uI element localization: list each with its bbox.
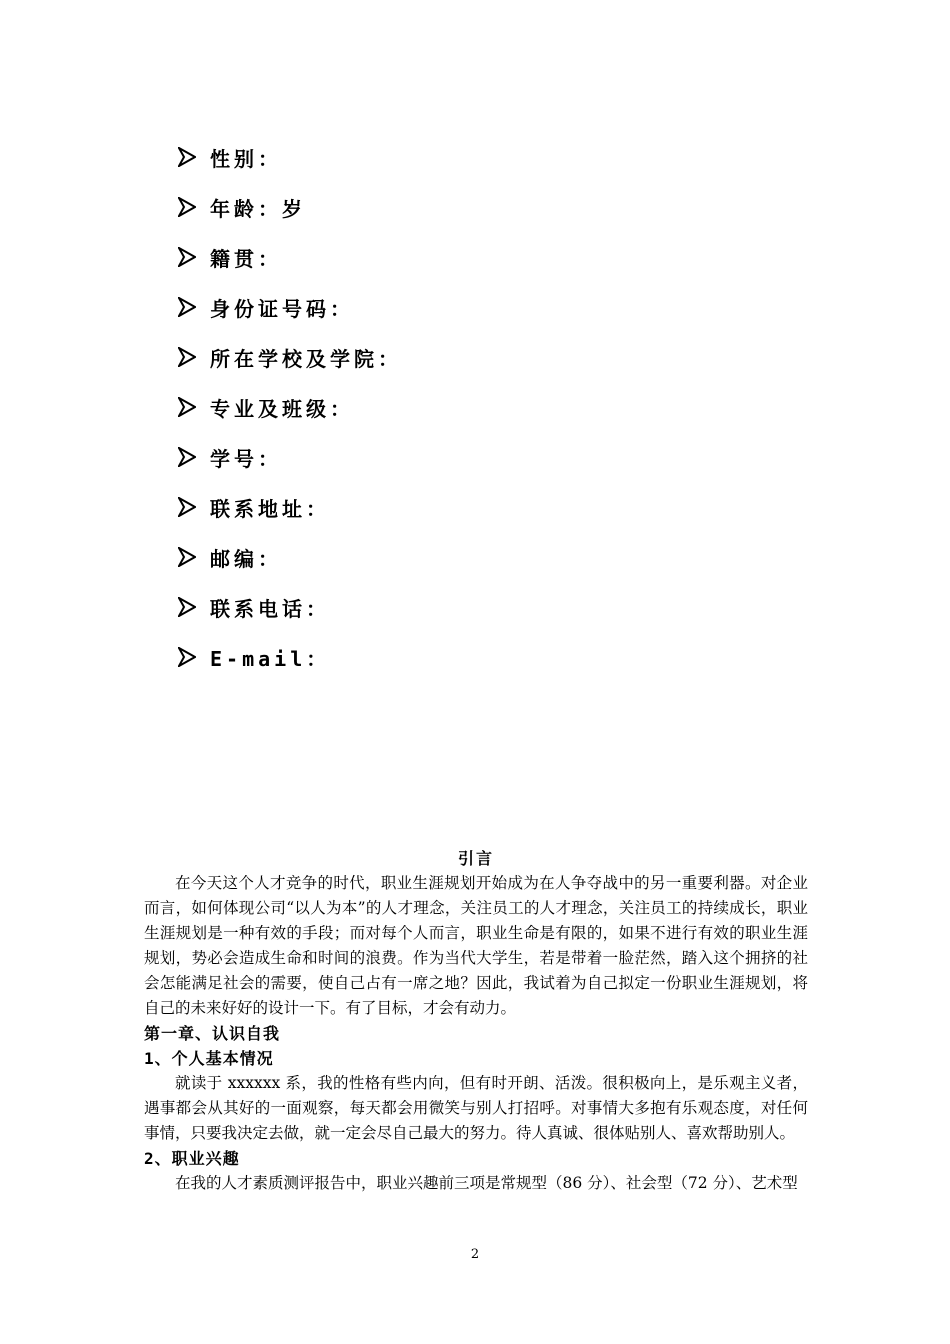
document-body <box>144 846 808 1196</box>
info-label: 学号： <box>210 446 282 471</box>
info-label: 专业及班级： <box>210 396 354 421</box>
arrow-bullet-icon <box>178 597 196 617</box>
info-label: 年龄：岁 <box>210 196 306 221</box>
info-item-student-id <box>178 432 402 482</box>
section-title-basic-info: 1、个人基本情况 <box>144 1049 274 1068</box>
section-paragraph-career-interest: 在我的人才素质测评报告中，职业兴趣前三项是常规型（86 分）、社会型（72 分）、艺术型 <box>175 1174 798 1192</box>
info-label: 性别： <box>210 146 282 171</box>
section-title-career-interest: 2、职业兴趣 <box>144 1149 240 1168</box>
arrow-bullet-icon <box>178 347 196 367</box>
info-label: 联系电话： <box>210 596 330 621</box>
arrow-bullet-icon <box>178 297 196 317</box>
arrow-bullet-icon <box>178 497 196 517</box>
intro-paragraph: 在今天这个人才竞争的时代，职业生涯规划开始成为在人争夺战中的另一重要利器。对企业而言，如何体现公司“以人为本”的人才理念，关注员工的人才理念，关注员工的持续成长，职业生涯规划是一种有效的手段；而对每个人而言，职业生命是有限的，如果不进行有效的职业生涯规划，势必会造成生命和时间的浪费。作为当代大学生，若是带着一脸茫然，踏入这个拥挤的社会怎能满足社会的需要，使自己占有一席之地？因此，我试着为自己拟定一份职业生涯规划，将自己的未来好好的设计一下。有了目标，才会有动力。 <box>144 874 808 1017</box>
info-item-age <box>178 182 402 232</box>
chapter-title: 第一章、认识自我 <box>144 1024 281 1043</box>
page-number: 2 <box>470 1247 480 1262</box>
arrow-bullet-icon <box>178 647 196 667</box>
info-item-phone <box>178 582 402 632</box>
info-item-postcode <box>178 532 402 582</box>
info-item-gender <box>178 132 402 182</box>
arrow-bullet-icon <box>178 197 196 217</box>
personal-info-list <box>178 132 402 682</box>
info-label: 籍贯： <box>210 246 282 271</box>
arrow-bullet-icon <box>178 147 196 167</box>
info-label: 所在学校及学院： <box>210 346 402 371</box>
info-item-email <box>178 632 402 682</box>
info-label: 身份证号码： <box>210 296 354 321</box>
info-item-id-number <box>178 282 402 332</box>
info-label: 邮编： <box>210 546 282 571</box>
info-label: E-mail： <box>210 646 331 671</box>
arrow-bullet-icon <box>178 247 196 267</box>
info-label: 联系地址： <box>210 496 330 521</box>
info-item-hometown <box>178 232 402 282</box>
intro-title: 引言 <box>457 849 494 868</box>
info-item-school <box>178 332 402 382</box>
arrow-bullet-icon <box>178 447 196 467</box>
info-item-address <box>178 482 402 532</box>
info-item-major-class <box>178 382 402 432</box>
arrow-bullet-icon <box>178 397 196 417</box>
section-paragraph-basic-info: 就读于 xxxxxx 系，我的性格有些内向，但有时开朗、活泼。很积极向上，是乐观主义者，遇事都会从其好的一面观察，每天都会用微笑与别人打招呼。对事情大多抱有乐观态度，对任何事情，只要我决定去做，就一定会尽自己最大的努力。待人真诚、很体贴别人、喜欢帮助别人。 <box>144 1074 808 1142</box>
arrow-bullet-icon <box>178 547 196 567</box>
